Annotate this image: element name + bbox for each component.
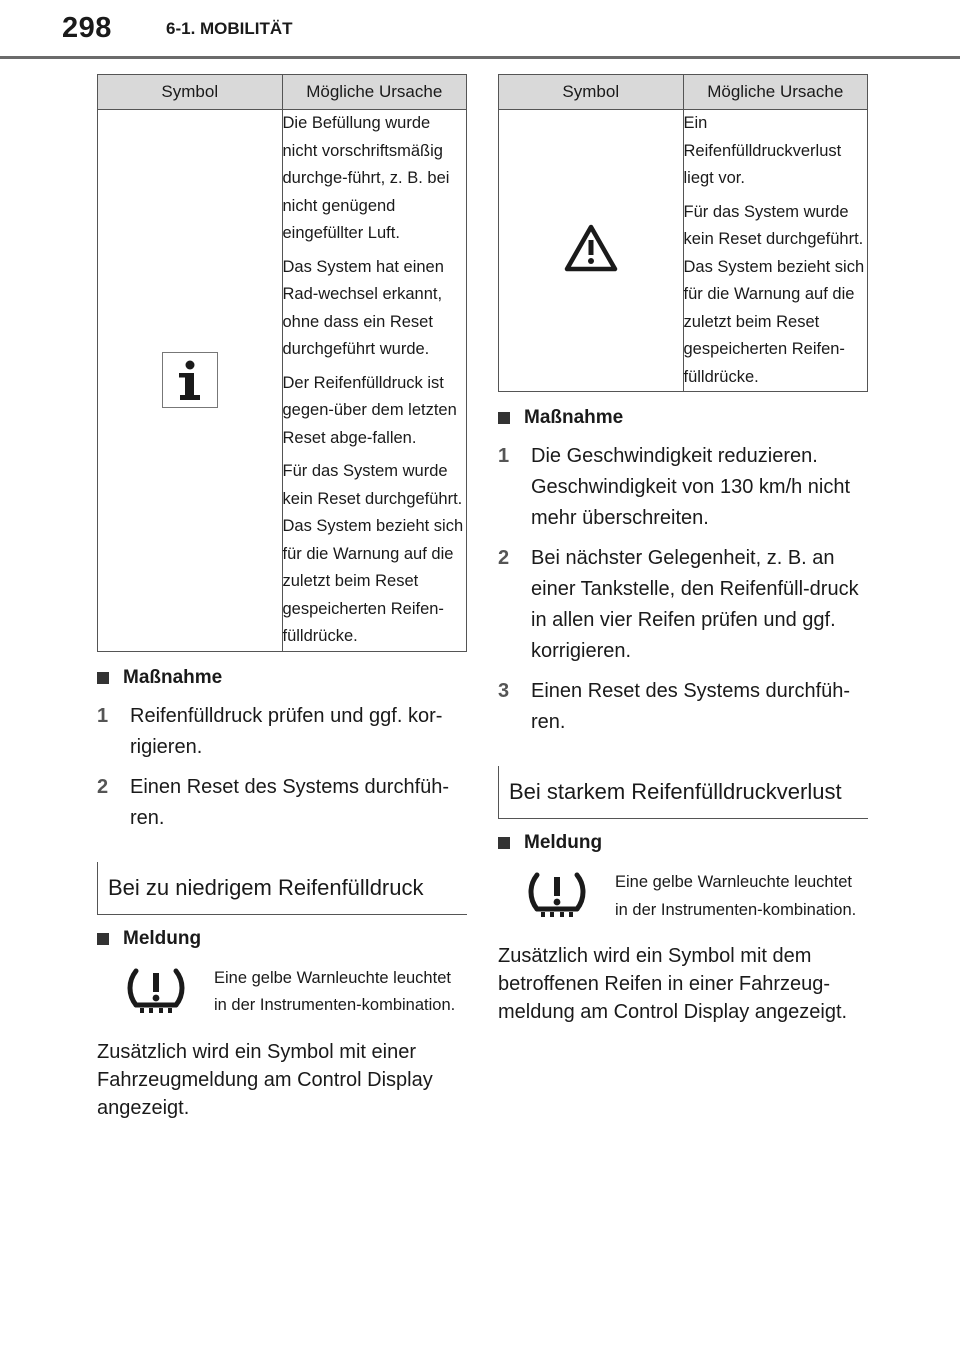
cause-text: Ein Reifenfülldruckverlust liegt vor. bbox=[683, 114, 842, 187]
cause-table-low-pressure bbox=[97, 74, 467, 652]
info-i-icon bbox=[162, 352, 218, 408]
table-symbol-cell bbox=[98, 110, 283, 652]
step-number: 1 bbox=[97, 704, 109, 727]
step-list bbox=[97, 701, 467, 834]
list-item bbox=[97, 701, 467, 763]
step-text: Bei nächster Gelegenheit, z. B. an einer Tankstelle, den Reifenfüll-druck in allen vier Reifen prüfen und ggf. korrigieren. bbox=[531, 547, 859, 662]
right-column bbox=[498, 74, 868, 1026]
list-item bbox=[498, 441, 868, 534]
header-rule bbox=[0, 56, 960, 59]
bullet-square-icon bbox=[97, 672, 109, 684]
cause-text: Für das System wurde kein Reset durchgeführt. Das System bezieht sich für die Warnung auf die zuletzt beim Reset gespeicherten Reifen-fülldrücke. bbox=[683, 202, 865, 386]
cause-text: Die Befüllung wurde nicht vorschriftsmäßig durchge-führt, z. B. bei nicht genügend eingefüllter Luft. bbox=[282, 114, 450, 242]
bullet-square-icon bbox=[498, 837, 510, 849]
body-paragraph: Zusätzlich wird ein Symbol mit einer Fahrzeugmeldung am Control Display angezeigt. bbox=[97, 1040, 433, 1119]
cause-text: Für das System wurde kein Reset durchgeführt. Das System bezieht sich für die Warnung auf die zuletzt beim Reset gespeicherten Reifen-fülldrücke. bbox=[282, 462, 464, 645]
left-column bbox=[97, 74, 467, 1122]
meldung-row bbox=[498, 869, 868, 924]
step-number: 3 bbox=[498, 680, 510, 702]
table-header-cause: Mögliche Ursache bbox=[282, 75, 467, 110]
section-heading-strong-loss: Bei starkem Reifenfülldruckverlust bbox=[498, 766, 868, 819]
list-item bbox=[97, 772, 467, 834]
meldung-text: Eine gelbe Warnleuchte leuchtet in der Instrumenten-kombination. bbox=[615, 873, 857, 919]
cause-table-strong-loss bbox=[498, 74, 868, 392]
subheading-meldung: Meldung bbox=[498, 829, 868, 857]
bullet-square-icon bbox=[97, 933, 109, 945]
step-text: Einen Reset des Systems durchfüh-ren. bbox=[531, 680, 851, 733]
list-item bbox=[498, 676, 868, 738]
section-heading-low-pressure: Bei zu niedrigem Reifenfülldruck bbox=[97, 862, 467, 915]
cause-text: Das System hat einen Rad-wechsel erkannt, ohne dass ein Reset durchgeführt wurde. bbox=[282, 257, 444, 358]
subheading-massnahme: Maßnahme bbox=[97, 664, 467, 692]
table-cause-cell bbox=[282, 110, 467, 652]
table-header-symbol: Symbol bbox=[499, 75, 684, 110]
table-symbol-cell bbox=[499, 110, 684, 392]
bullet-square-icon bbox=[498, 412, 510, 424]
step-text: Einen Reset des Systems durchfüh-ren. bbox=[130, 775, 450, 829]
warning-triangle-icon bbox=[564, 224, 618, 272]
chapter-title: 6-1. MOBILITÄT bbox=[166, 19, 293, 38]
step-number: 2 bbox=[498, 547, 510, 569]
step-text: Die Geschwindigkeit reduzieren. Geschwindigkeit von 130 km/h nicht mehr überschreiten. bbox=[531, 445, 851, 529]
step-number: 1 bbox=[498, 445, 510, 467]
page-number: 298 bbox=[62, 12, 112, 44]
tire-pressure-warning-icon bbox=[498, 869, 615, 924]
step-number: 2 bbox=[97, 775, 109, 798]
meldung-row bbox=[97, 965, 467, 1020]
table-cause-cell bbox=[683, 110, 868, 392]
list-item bbox=[498, 543, 868, 667]
tire-pressure-warning-icon bbox=[97, 965, 214, 1020]
cause-text: Der Reifenfülldruck ist gegen-über dem letzten Reset abge-fallen. bbox=[282, 373, 457, 447]
step-text: Reifenfülldruck prüfen und ggf. kor-rigieren. bbox=[130, 704, 443, 758]
page-header bbox=[0, 0, 960, 58]
step-list bbox=[498, 441, 868, 738]
table-header-cause: Mögliche Ursache bbox=[683, 75, 868, 110]
subheading-massnahme: Maßnahme bbox=[498, 404, 868, 432]
subheading-meldung: Meldung bbox=[97, 925, 467, 953]
body-paragraph: Zusätzlich wird ein Symbol mit dem betroffenen Reifen in einer Fahrzeug-meldung am Control Display angezeigt. bbox=[498, 945, 848, 1023]
table-header-symbol: Symbol bbox=[98, 75, 283, 110]
meldung-text: Eine gelbe Warnleuchte leuchtet in der Instrumenten-kombination. bbox=[214, 968, 456, 1014]
